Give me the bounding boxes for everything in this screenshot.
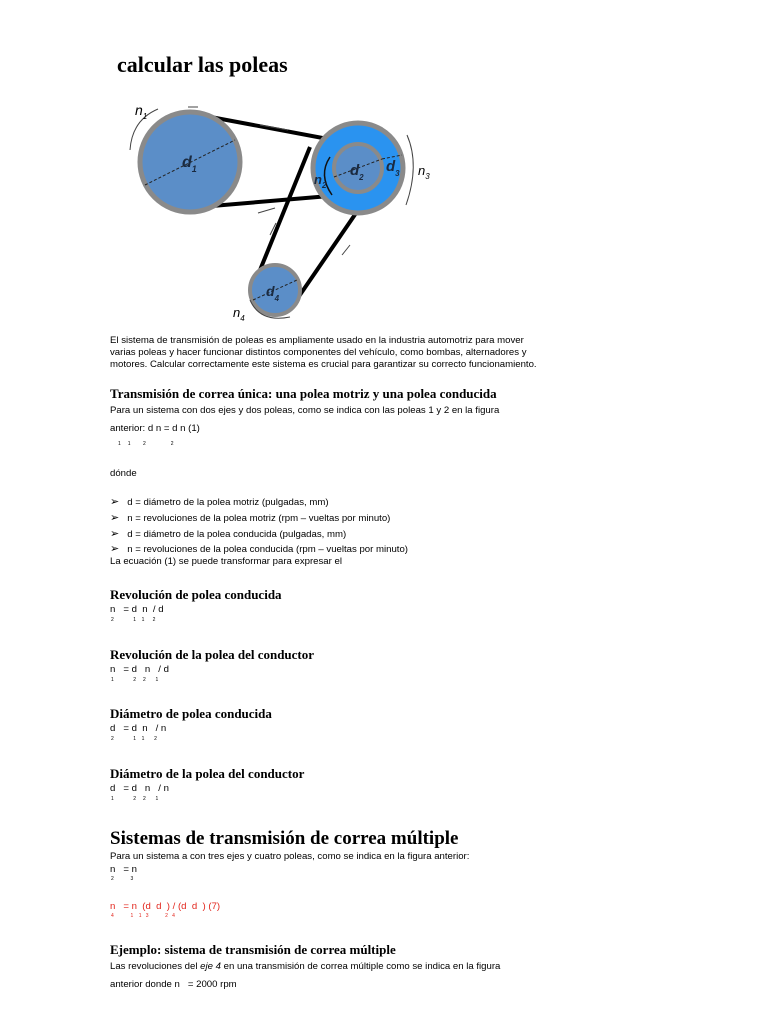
section-heading-multiple-belt: Sistemas de transmisión de correa múltiple <box>110 828 459 849</box>
arrow-bullet-icon: ➢ <box>110 543 120 555</box>
formula: d = d n / n <box>110 723 167 734</box>
formula-7: n = n (d d ) / (d d ) (7) <box>110 901 221 912</box>
formula-subscripts: 2 1 1 2 <box>111 736 157 742</box>
bullet-item: ➢ n = revoluciones de la polea motriz (rpm – vueltas por minuto) <box>110 512 391 524</box>
section3-line2: anterior donde n = 2000 rpm <box>110 979 237 990</box>
bullet-item: ➢ d = diámetro de la polea conducida (pulgadas, mm) <box>110 528 347 540</box>
svg-text:d3: $d_3$ <box>386 158 400 178</box>
formula-n2-n3: n = n <box>110 864 137 875</box>
pulley-4 <box>250 265 300 315</box>
formula-heading: Diámetro de polea conducida <box>110 706 272 721</box>
svg-text:d4: $d_4$ <box>266 283 280 303</box>
formula-subscripts: 2 1 1 2 <box>111 617 156 623</box>
page-title: calcular las poleas <box>117 52 288 77</box>
formula-heading: Revolución de polea conducida <box>110 587 282 602</box>
arrow-bullet-icon: ➢ <box>110 496 120 508</box>
formula-subscripts: 1 2 2 1 <box>111 677 159 683</box>
section-heading-example: Ejemplo: sistema de transmisión de correa múltiple <box>110 942 396 957</box>
bullet-item: ➢ n = revoluciones de la polea conducida (rpm – vueltas por minuto) <box>110 543 408 555</box>
svg-text:n4: $n_4$ <box>233 305 245 323</box>
svg-text:n3: $n_3$ <box>418 163 430 181</box>
svg-text:d1: $d_1$ <box>182 154 197 174</box>
arrow-bullet-icon: ➢ <box>110 528 120 540</box>
donde-label: dónde <box>110 468 137 479</box>
equation-1: anterior: d n = d n (1) <box>110 423 200 434</box>
formula: d = d n / n <box>110 783 169 794</box>
equation-1-subscripts: 1 1 2 2 <box>118 441 174 447</box>
intro-paragraph: El sistema de transmisión de poleas es ampliamente usado en la industria automotriz para mover varias poleas y hacer funcionar distintos componentes del vehículo, como bombas, alternadores y motores. Calcular correctamente este sistema es crucial para garantizar su correcto funcionamiento. <box>110 335 537 370</box>
formula-subscripts: 1 2 2 1 <box>111 796 159 802</box>
svg-text:d2: $d_2$ <box>350 162 364 182</box>
section2-line1: Para un sistema a con tres ejes y cuatro poleas, como se indica en la figura anterior: <box>110 851 470 862</box>
formula-heading: Diámetro de la polea del conductor <box>110 766 305 781</box>
section1-line1: Para un sistema con dos ejes y dos poleas, como se indica con las poleas 1 y 2 en la figura <box>110 405 500 416</box>
bullet-item: ➢ d = diámetro de la polea motriz (pulgadas, mm) <box>110 496 329 508</box>
formula: n = d n / d <box>110 604 164 615</box>
formula-heading: Revolución de la polea del conductor <box>110 647 315 662</box>
section3-line1: Las revoluciones del eje 4 en una transmisión de correa múltiple como se indica en la figura <box>110 961 501 972</box>
section-heading-single-belt: Transmisión de correa única: una polea motriz y una polea conducida <box>110 386 497 401</box>
formula-n2-n3-subscripts: 2 3 <box>111 876 134 882</box>
svg-text:n2: $n_2$ <box>314 172 327 190</box>
pulley-diagram <box>110 95 450 330</box>
formula: n = d n / d <box>110 664 169 675</box>
arrow-bullet-icon: ➢ <box>110 512 120 524</box>
svg-text:n1: $n_1$ <box>135 102 148 121</box>
belt-cross-2 <box>293 200 365 305</box>
section1-after: La ecuación (1) se puede transformar para expresar el <box>110 556 342 567</box>
formula-7-subscripts: 4 1 1 3 2 4 <box>111 913 175 919</box>
